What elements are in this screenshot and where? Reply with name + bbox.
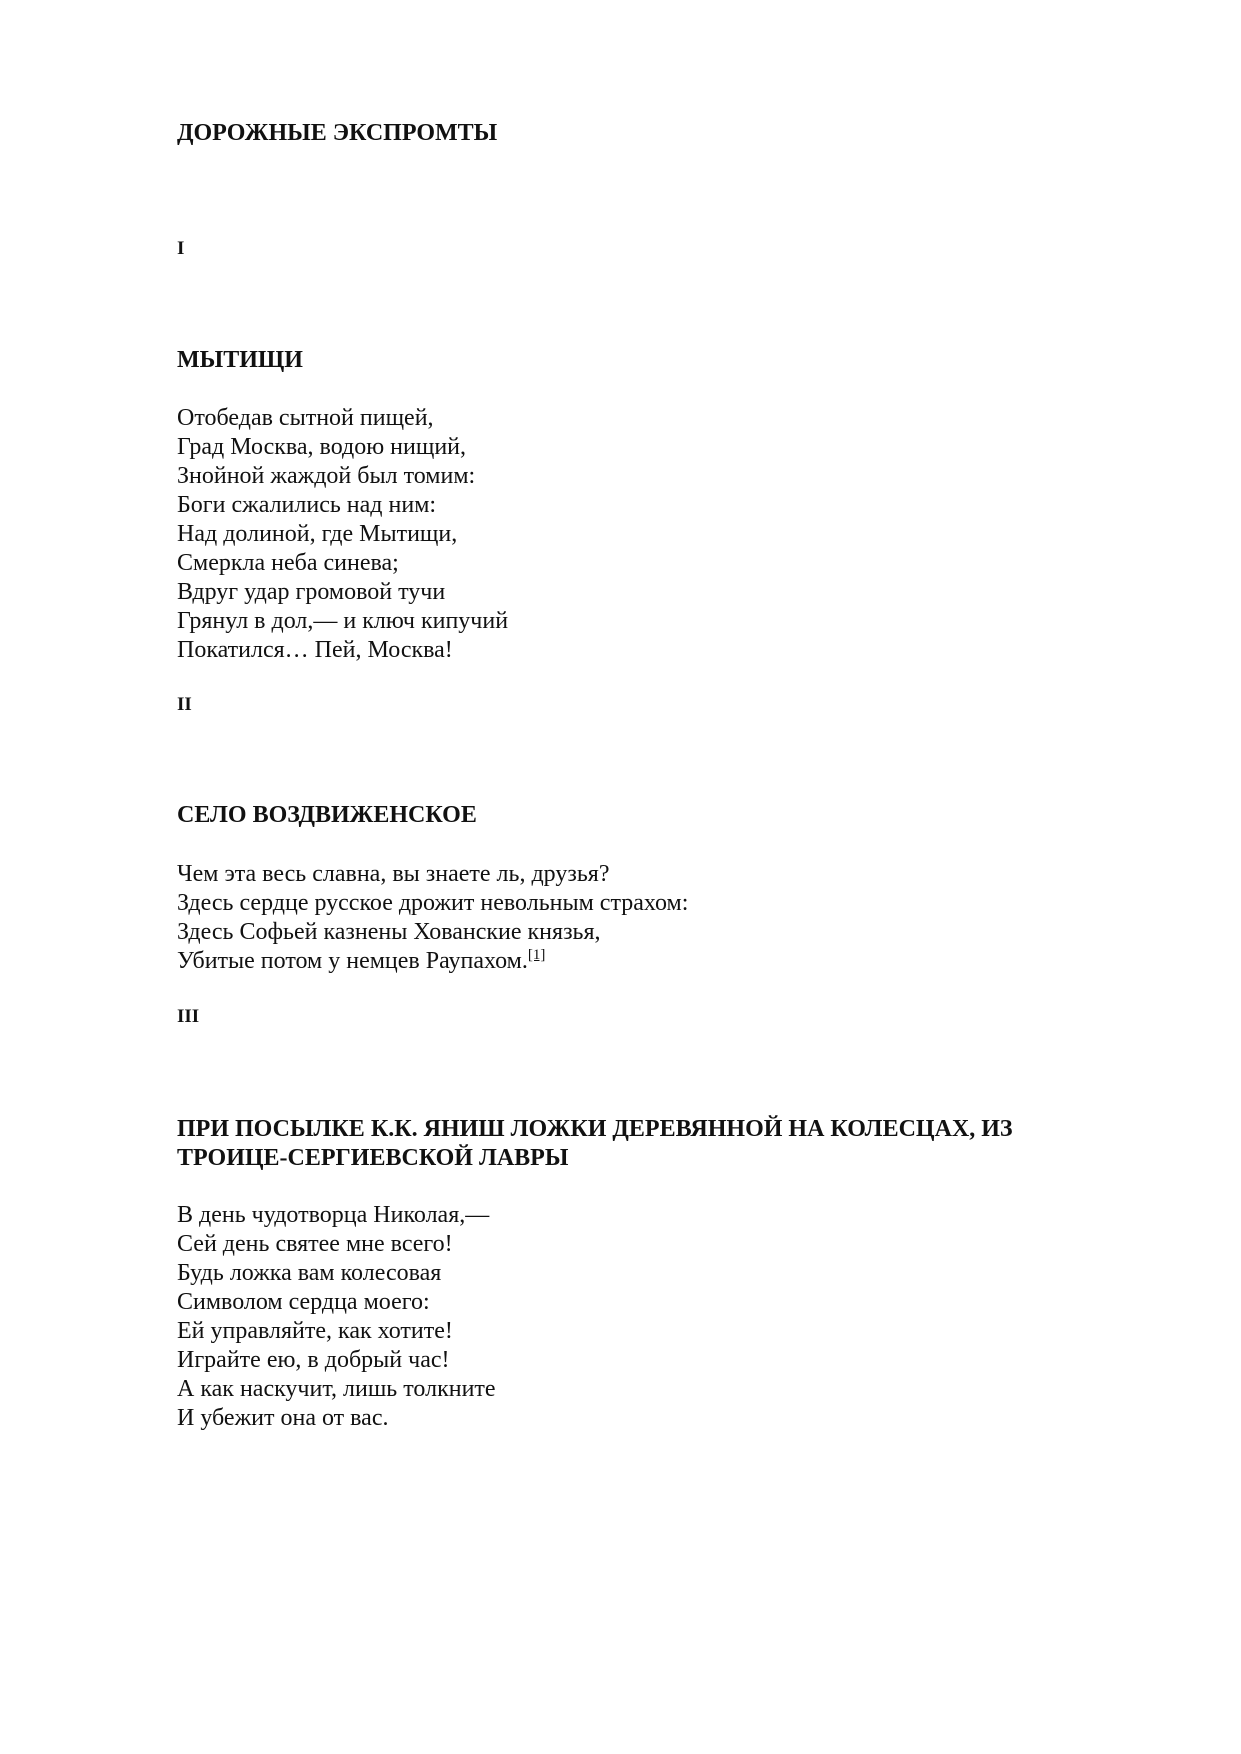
poem-line: А как наскучит, лишь толкните	[177, 1376, 496, 1402]
poem-line: Над долиной, где Мытищи,	[177, 521, 458, 547]
poem-line: Здесь сердце русское дрожит невольным страхом:	[177, 890, 689, 916]
poem-line: Ей управляйте, как хотите!	[177, 1318, 453, 1344]
poem-line: И убежит она от вас.	[177, 1405, 389, 1431]
section-title-yanish-spoon	[177, 1115, 1013, 1173]
poem-line: В день чудотворца Николая,—	[177, 1202, 490, 1228]
section-title-line: ТРОИЦЕ-СЕРГИЕВСКОЙ ЛАВРЫ	[177, 1145, 569, 1171]
poem-line: Сей день святее мне всего!	[177, 1231, 453, 1257]
section-numeral-1: I	[177, 238, 185, 259]
poem-line: Вдруг удар громовой тучи	[177, 579, 446, 605]
poem-line: Будь ложка вам колесовая	[177, 1260, 442, 1286]
poem-line: Символом сердца моего:	[177, 1289, 430, 1315]
poem-stanza-mytishchi	[177, 404, 508, 665]
poem-line: Боги сжалились над ним:	[177, 492, 437, 518]
poem-stanza-vozdvizhenskoe	[177, 860, 688, 976]
footnote-link[interactable]: [1]	[527, 947, 546, 963]
poem-line: Играйте ею, в добрый час!	[177, 1347, 450, 1373]
section-numeral-2: II	[177, 694, 192, 715]
poem-line: Отобедав сытной пищей,	[177, 405, 434, 431]
poem-stanza-yanish-spoon	[177, 1201, 496, 1433]
document-title: ДОРОЖНЫЕ ЭКСПРОМТЫ	[177, 120, 498, 146]
section-title-vozdvizhenskoe: СЕЛО ВОЗДВИЖЕНСКОЕ	[177, 802, 477, 828]
poem-line: Здесь Софьей казнены Хованские князья,	[177, 919, 601, 945]
poem-line: Знойной жаждой был томим:	[177, 463, 476, 489]
section-title-mytishchi: МЫТИЩИ	[177, 347, 303, 373]
poem-line-text: Убитые потом у немцев Раупахом.	[177, 948, 528, 974]
section-title-line: ПРИ ПОСЫЛКЕ К.К. ЯНИШ ЛОЖКИ ДЕРЕВЯННОЙ НА КОЛЕСЦАХ, ИЗ	[177, 1116, 1013, 1142]
poem-line: Смеркла неба синева;	[177, 550, 399, 576]
poem-line-with-footnote	[177, 947, 688, 976]
poem-line: Град Москва, водою нищий,	[177, 434, 467, 460]
poem-line: Грянул в дол,— и ключ кипучий	[177, 608, 509, 634]
poem-line: Покатился… Пей, Москва!	[177, 637, 453, 663]
section-numeral-3: III	[177, 1006, 200, 1027]
poem-line: Чем эта весь славна, вы знаете ль, друзья?	[177, 861, 610, 887]
